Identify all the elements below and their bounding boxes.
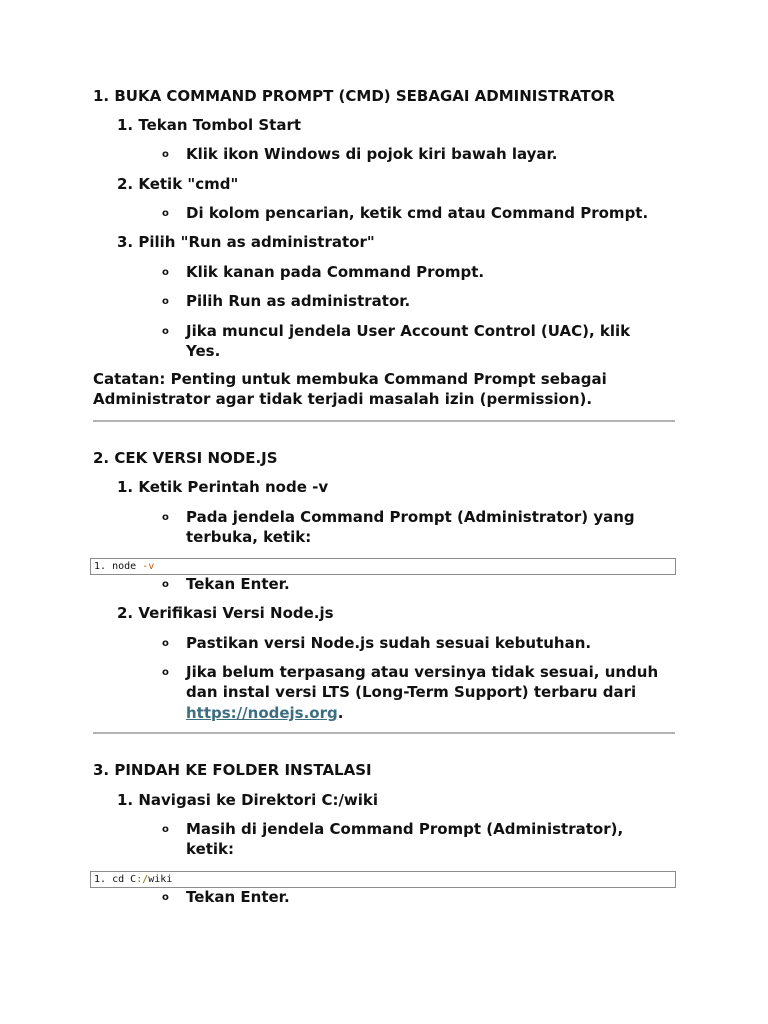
code-drive: C [130, 874, 137, 885]
bullet-icon: o [162, 638, 169, 649]
divider [93, 732, 675, 734]
code-line-number: 1. [94, 561, 107, 572]
code-separator: :/ [136, 874, 149, 885]
link-suffix: . [337, 704, 344, 722]
step-3-1-label: 1. Navigasi ke Direktori C:/wiki [117, 791, 379, 809]
bullet-icon: o [162, 296, 169, 307]
list-item-continuation: dan instal versi LTS (Long-Term Support) terbaru dari [186, 683, 637, 701]
list-item-continuation: ketik: [186, 840, 235, 858]
section-2-heading: 2. CEK VERSI NODE.JS [93, 449, 278, 467]
code-line-number: 1. [94, 874, 107, 885]
note-text-continuation: Administrator agar tidak terjadi masalah izin (permission). [93, 390, 593, 408]
list-item: Tekan Enter. [186, 888, 290, 906]
nodejs-link[interactable]: https://nodejs.org [186, 704, 338, 722]
code-command: cd [112, 874, 125, 885]
list-item-continuation: terbuka, ketik: [186, 528, 312, 546]
bullet-icon: o [162, 667, 169, 678]
divider [93, 420, 675, 422]
bullet-icon: o [162, 149, 169, 160]
section-3-heading: 3. PINDAH KE FOLDER INSTALASI [93, 761, 372, 779]
section-1-heading: 1. BUKA COMMAND PROMPT (CMD) SEBAGAI ADMINISTRATOR [93, 87, 615, 105]
step-2-2-label: 2. Verifikasi Versi Node.js [117, 604, 334, 622]
list-item: Klik kanan pada Command Prompt. [186, 263, 485, 281]
bullet-icon: o [162, 824, 169, 835]
step-2-1-label: 1. Ketik Perintah node -v [117, 478, 329, 496]
list-item: Masih di jendela Command Prompt (Administrator), [186, 820, 624, 838]
note-text: Catatan: Penting untuk membuka Command Prompt sebagai [93, 370, 607, 388]
bullet-icon: o [162, 512, 169, 523]
bullet-icon: o [162, 267, 169, 278]
code-block-node-version[interactable] [90, 558, 676, 575]
list-item: Tekan Enter. [186, 575, 290, 593]
bullet-icon: o [162, 208, 169, 219]
step-1-2-label: 2. Ketik "cmd" [117, 175, 239, 193]
step-1-1-label: 1. Tekan Tombol Start [117, 116, 302, 134]
list-item-continuation [186, 703, 343, 723]
list-item: Jika muncul jendela User Account Control (UAC), klik [186, 322, 631, 340]
list-item-continuation: Yes. [186, 342, 221, 360]
code-block-change-directory[interactable] [90, 871, 676, 888]
code-command: node [112, 561, 137, 572]
code-directory: wiki [148, 874, 173, 885]
list-item: Klik ikon Windows di pojok kiri bawah layar. [186, 145, 558, 163]
code-flag: -v [142, 561, 155, 572]
list-item: Pilih Run as administrator. [186, 292, 411, 310]
bullet-icon: o [162, 892, 169, 903]
step-1-3-label: 3. Pilih "Run as administrator" [117, 233, 375, 251]
list-item: Jika belum terpasang atau versinya tidak sesuai, unduh [186, 663, 659, 681]
bullet-icon: o [162, 579, 169, 590]
list-item: Di kolom pencarian, ketik cmd atau Command Prompt. [186, 204, 649, 222]
bullet-icon: o [162, 326, 169, 337]
list-item: Pada jendela Command Prompt (Administrator) yang [186, 508, 635, 526]
list-item: Pastikan versi Node.js sudah sesuai kebutuhan. [186, 634, 592, 652]
